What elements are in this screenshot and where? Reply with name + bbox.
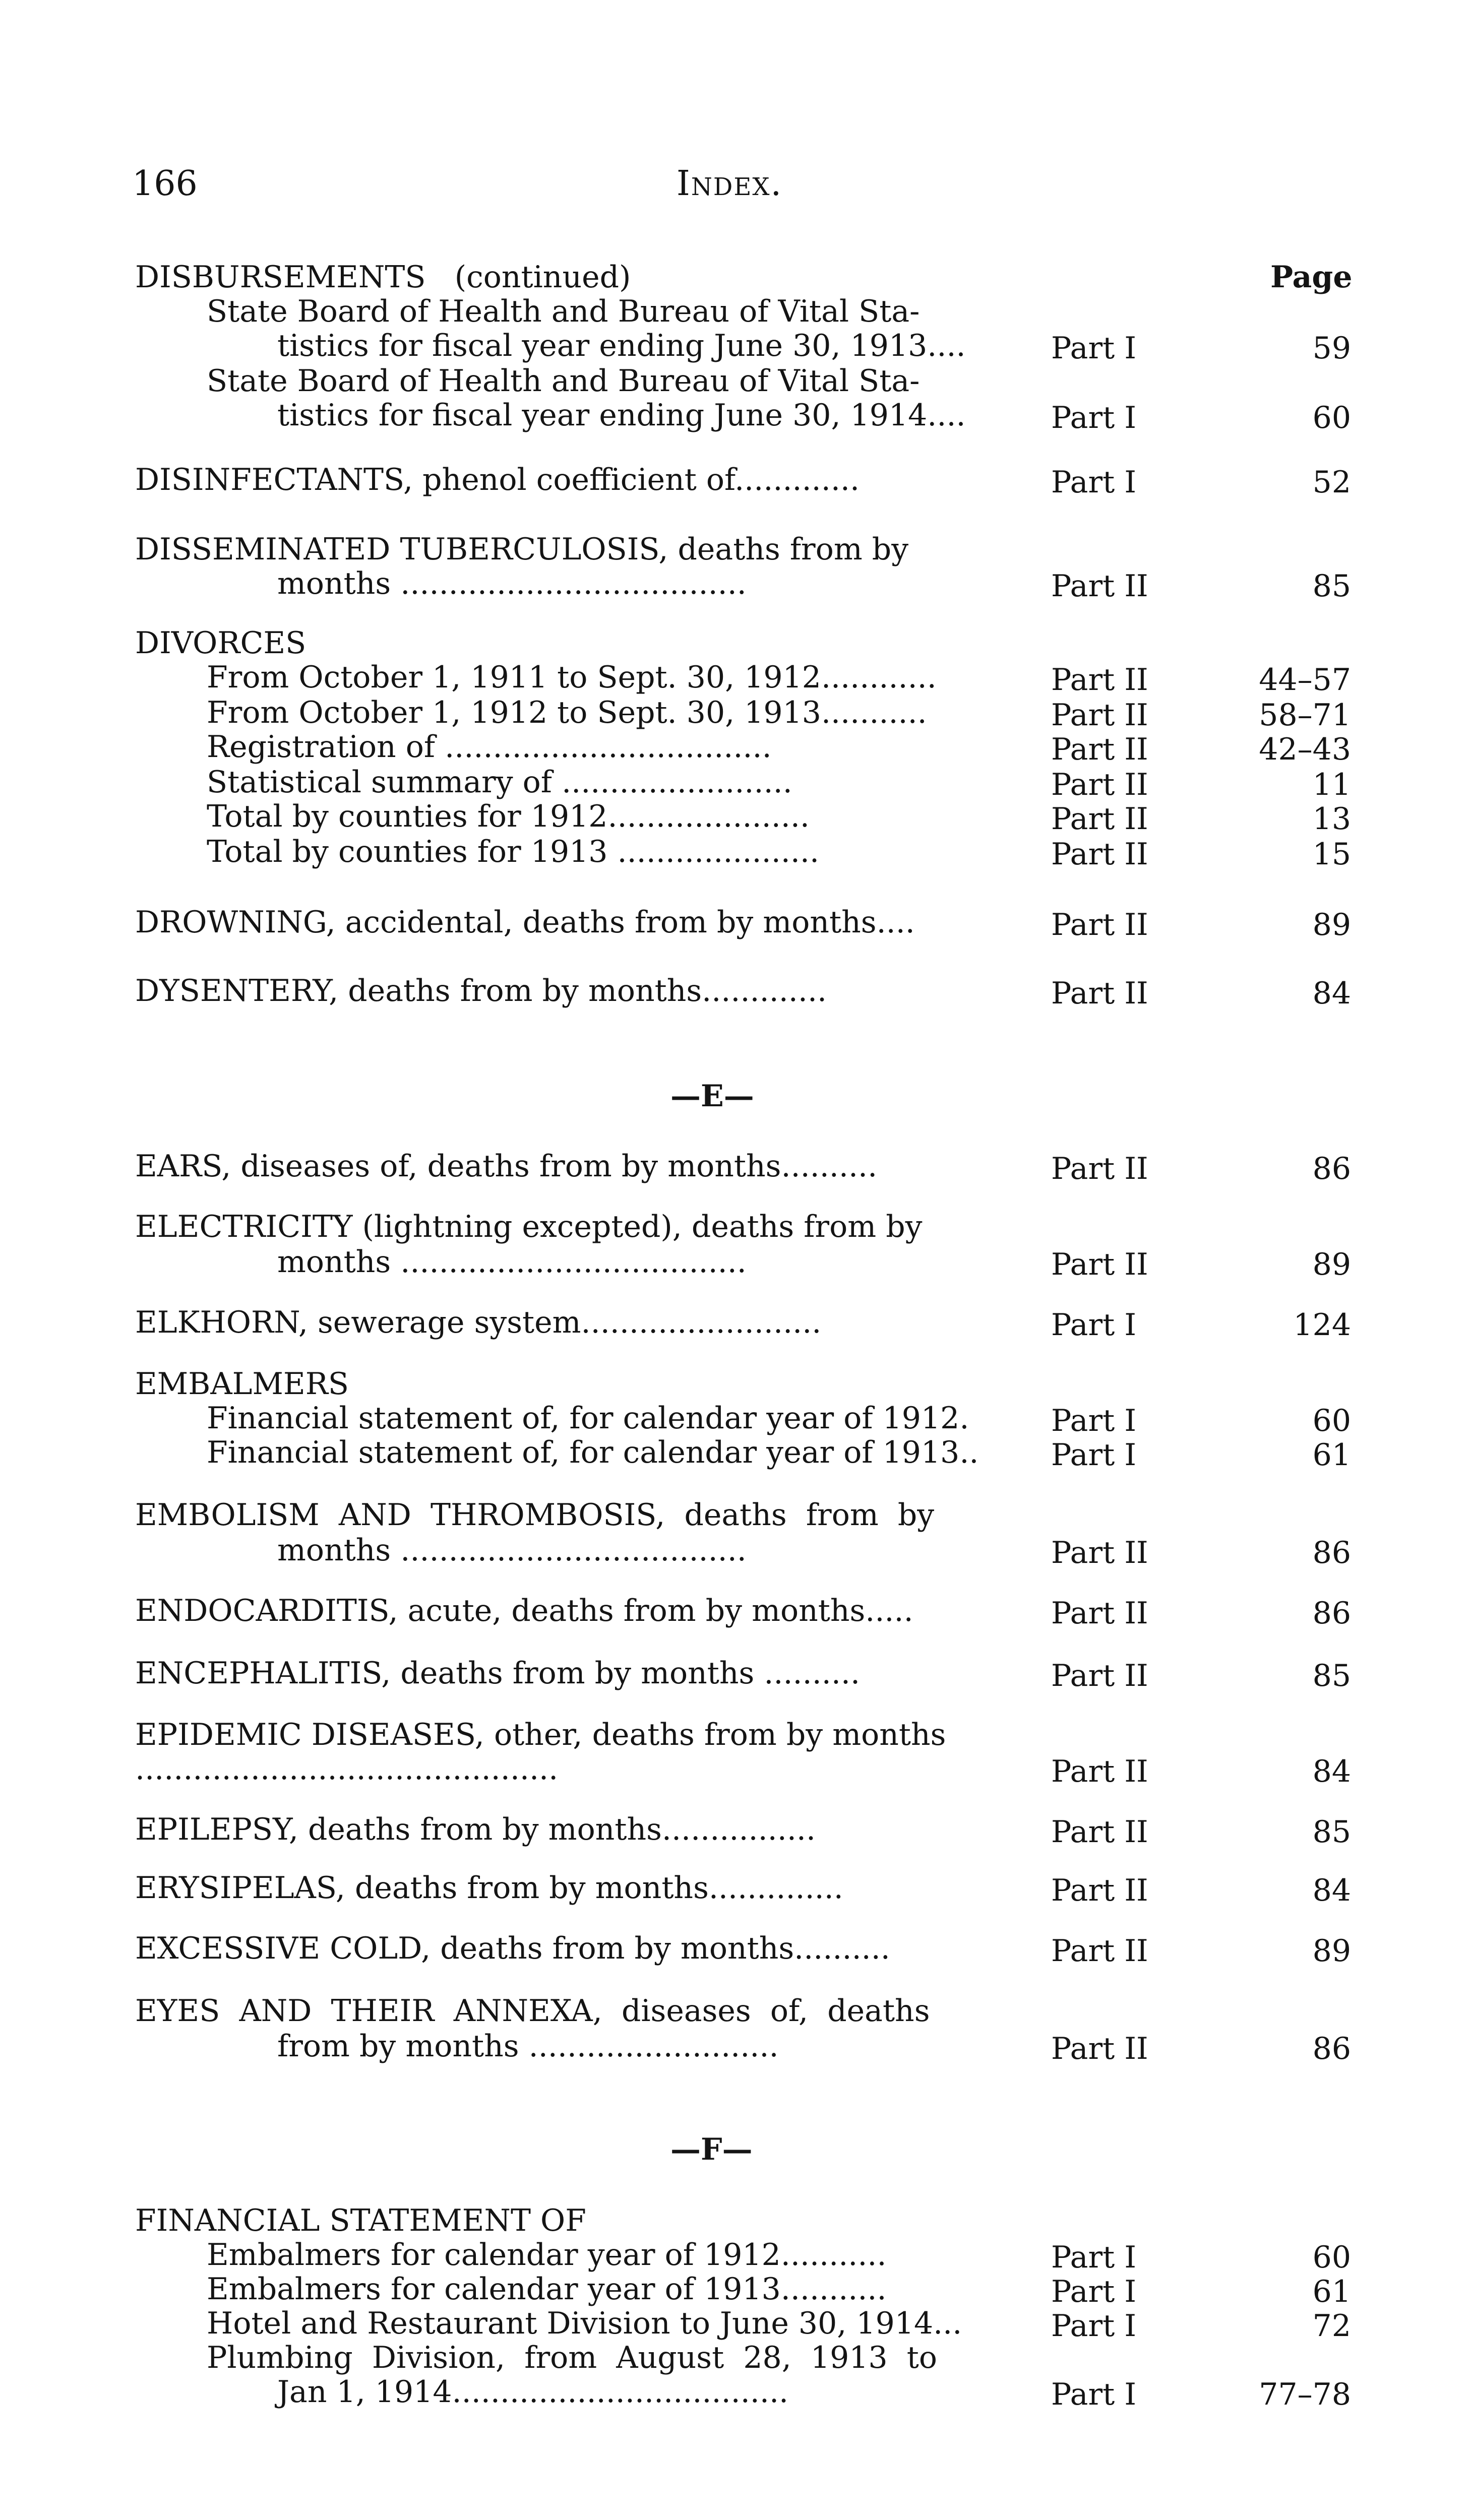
part-ref: Part I	[1051, 2377, 1137, 2412]
entry-line: Jan 1, 1914...................................	[277, 2374, 789, 2410]
part-ref: Part II	[1051, 907, 1148, 942]
part-ref: Part I	[1051, 2308, 1137, 2344]
entry-line: State Board of Health and Bureau of Vital Sta-	[207, 363, 920, 399]
part-ref: Part II	[1051, 1814, 1148, 1850]
entry-line: Total by counties for 1912.....................	[207, 799, 810, 834]
entry-line: EPIDEMIC DISEASES, other, deaths from by months	[135, 1717, 946, 1752]
entry-heading: FINANCIAL STATEMENT OF	[135, 2203, 586, 2238]
entry-line: DROWNING, accidental, deaths from by months....	[135, 905, 915, 940]
part-ref: Part I	[1051, 2274, 1137, 2309]
entry-line: State Board of Health and Bureau of Vital Sta-	[207, 294, 920, 329]
entry-line: Embalmers for calendar year of 1912...........	[207, 2237, 887, 2273]
entry-line: months ....................................	[277, 1244, 747, 1280]
page-ref: 89	[1312, 1933, 1351, 1969]
entry-line: ............................................	[135, 1751, 559, 1787]
page-ref: 60	[1312, 1403, 1351, 1438]
page-ref: 13	[1312, 801, 1351, 837]
page-ref: 85	[1312, 1814, 1351, 1850]
page-ref: 86	[1312, 1151, 1351, 1186]
page-ref: 60	[1312, 2240, 1351, 2275]
entry-line: DISSEMINATED TUBERCULOSIS, deaths from by	[135, 532, 909, 567]
part-ref: Part II	[1051, 662, 1148, 698]
entry-line: Embalmers for calendar year of 1913...........	[207, 2272, 887, 2307]
page-ref: 61	[1312, 1437, 1351, 1473]
entry-line: DISINFECTANTS, phenol coefficient of.............	[135, 462, 860, 497]
entry-heading: DIVORCES	[135, 625, 306, 661]
page-ref: 59	[1312, 331, 1351, 366]
entry-line: Statistical summary of ........................	[207, 765, 792, 800]
page-ref: 11	[1312, 767, 1351, 802]
entry-line: EXCESSIVE COLD, deaths from by months..........	[135, 1931, 890, 1966]
entry-line: tistics for fiscal year ending June 30, 1914....	[277, 398, 966, 433]
page-ref: 72	[1312, 2308, 1351, 2344]
page-ref: 77–78	[1259, 2377, 1351, 2412]
entry-line: tistics for fiscal year ending June 30, 1913....	[277, 328, 966, 363]
section-letter-e: —E—	[670, 1079, 754, 1114]
part-ref: Part I	[1051, 2240, 1137, 2275]
part-ref: Part II	[1051, 801, 1148, 837]
entry-line: ELECTRICITY (lightning excepted), deaths from by	[135, 1209, 923, 1244]
page-ref: 86	[1312, 1535, 1351, 1570]
page-ref: 60	[1312, 400, 1351, 435]
entry-line: months ....................................	[277, 566, 747, 601]
entry-line: ELKHORN, sewerage system.........................	[135, 1305, 822, 1340]
entry-line: ENCEPHALITIS, deaths from by months ..........	[135, 1656, 861, 1691]
page-number: 166	[132, 164, 198, 204]
page-ref: 85	[1312, 569, 1351, 604]
page-ref: 84	[1312, 1873, 1351, 1908]
part-ref: Part II	[1051, 698, 1148, 733]
part-ref: Part II	[1051, 767, 1148, 802]
part-ref: Part I	[1051, 465, 1137, 500]
entry-line: Hotel and Restaurant Division to June 30, 1914...	[207, 2306, 962, 2341]
page-header	[132, 164, 1342, 214]
page-ref: 42–43	[1259, 732, 1351, 767]
part-ref: Part II	[1051, 1873, 1148, 1908]
entry-line: ENDOCARDITIS, acute, deaths from by months.....	[135, 1593, 913, 1628]
entry-line: ERYSIPELAS, deaths from by months..............	[135, 1870, 843, 1906]
entry-line: From October 1, 1911 to Sept. 30, 1912............	[207, 660, 937, 695]
entry-line: Financial statement of, for calendar year of 1912.	[207, 1401, 969, 1436]
entry-line: Financial statement of, for calendar year of 1913..	[207, 1435, 979, 1470]
entry-line: EYES AND THEIR ANNEXA, diseases of, deaths	[135, 1993, 930, 2029]
part-ref: Part I	[1051, 331, 1137, 366]
entry-line: EMBOLISM AND THROMBOSIS, deaths from by	[135, 1497, 935, 1533]
part-ref: Part II	[1051, 1658, 1148, 1693]
page-column-label: Page	[1270, 260, 1353, 295]
page-ref: 84	[1312, 1754, 1351, 1789]
page-ref: 124	[1293, 1307, 1351, 1343]
entry-line: DYSENTERY, deaths from by months.............	[135, 973, 827, 1009]
part-ref: Part II	[1051, 1151, 1148, 1186]
entry-line: EARS, diseases of, deaths from by months..........	[135, 1149, 878, 1184]
part-ref: Part II	[1051, 1933, 1148, 1969]
section-letter-f: —F—	[670, 2132, 753, 2167]
part-ref: Part II	[1051, 976, 1148, 1011]
part-ref: Part II	[1051, 1535, 1148, 1570]
page-ref: 61	[1312, 2274, 1351, 2309]
entry-heading: DISBURSEMENTS (continued)	[135, 260, 631, 295]
part-ref: Part II	[1051, 837, 1148, 872]
page-ref: 89	[1312, 907, 1351, 942]
page-ref: 58–71	[1259, 698, 1351, 733]
part-ref: Part I	[1051, 1437, 1137, 1473]
part-ref: Part I	[1051, 1403, 1137, 1438]
part-ref: Part II	[1051, 732, 1148, 767]
page-ref: 86	[1312, 2031, 1351, 2066]
part-ref: Part I	[1051, 400, 1137, 435]
running-head: Index.	[677, 164, 783, 204]
entry-line: Total by counties for 1913 .....................	[207, 834, 820, 869]
part-ref: Part II	[1051, 1596, 1148, 1631]
page-ref: 85	[1312, 1658, 1351, 1693]
part-ref: Part II	[1051, 569, 1148, 604]
entry-line: Registration of ..................................	[207, 729, 772, 765]
part-ref: Part II	[1051, 1247, 1148, 1282]
entry-line: From October 1, 1912 to Sept. 30, 1913...........	[207, 695, 927, 730]
entry-line: Plumbing Division, from August 28, 1913 to	[207, 2340, 937, 2375]
part-ref: Part I	[1051, 1307, 1137, 1343]
entry-heading: EMBALMERS	[135, 1366, 349, 1402]
page-ref: 44–57	[1259, 662, 1351, 698]
page-ref: 89	[1312, 1247, 1351, 1282]
entry-line: EPILEPSY, deaths from by months................	[135, 1812, 816, 1847]
part-ref: Part II	[1051, 2031, 1148, 2066]
entry-line: months ....................................	[277, 1533, 747, 1568]
page-ref: 86	[1312, 1596, 1351, 1631]
part-ref: Part II	[1051, 1754, 1148, 1789]
page-ref: 15	[1312, 837, 1351, 872]
entry-line: from by months ..........................	[277, 2029, 779, 2064]
page-ref: 52	[1312, 465, 1351, 500]
page-ref: 84	[1312, 976, 1351, 1011]
